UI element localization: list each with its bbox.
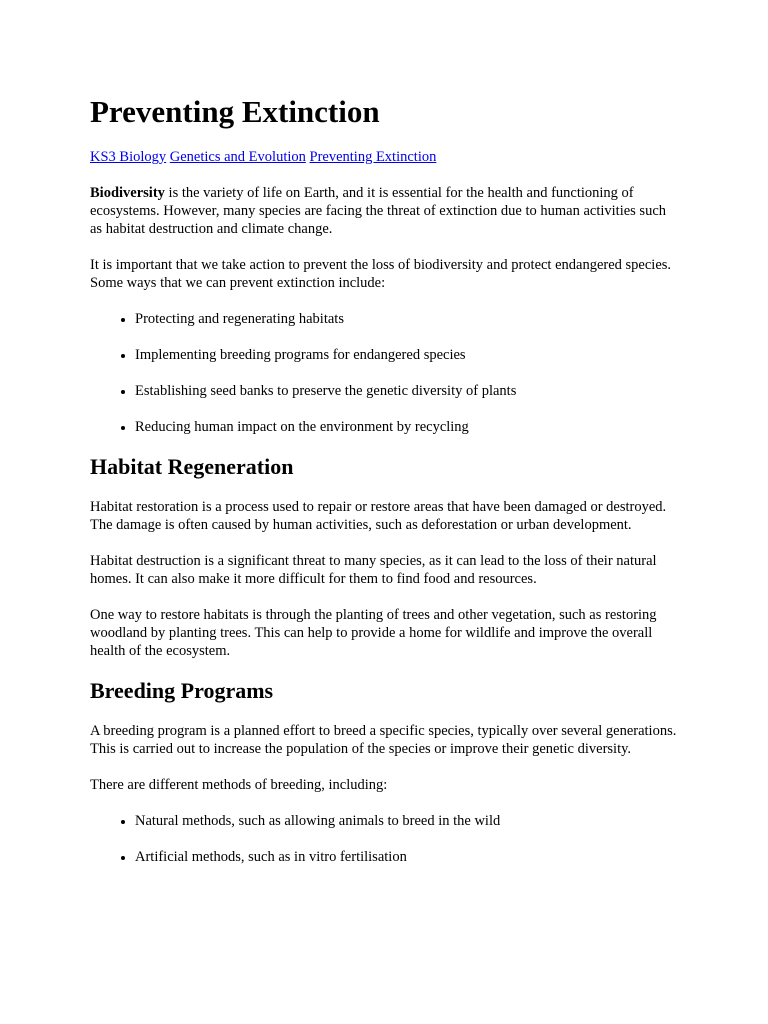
list-item: • Implementing breeding programs for endangered species bbox=[135, 346, 678, 364]
page-title: Preventing Extinction bbox=[90, 94, 380, 129]
breadcrumb-link-preventing-extinction[interactable]: Preventing Extinction bbox=[309, 149, 437, 165]
list-item: • Reducing human impact on the environment by recycling bbox=[135, 418, 678, 436]
biodiversity-term: Biodiversity bbox=[90, 185, 165, 201]
breeding-programs-heading: Breeding Programs bbox=[90, 678, 274, 703]
habitat-paragraph-1: Habitat restoration is a process used to repair or restore areas that have been damaged or destroyed. The damage is often caused by human activities, such as deforestation or urban development. bbox=[90, 499, 667, 533]
list-item: • Artificial methods, such as in vitro fertilisation bbox=[135, 848, 678, 866]
breadcrumb bbox=[90, 148, 678, 166]
list-item: • Establishing seed banks to preserve the genetic diversity of plants bbox=[135, 382, 678, 400]
intro-paragraph-1-text: is the variety of life on Earth, and it is essential for the health and functioning of ecosystems. However, many species are facing the threat of extinction due to human activities such as habitat destruction and climate change. bbox=[90, 185, 667, 237]
breeding-paragraph-2: There are different methods of breeding, including: bbox=[90, 777, 388, 793]
intro-paragraph-1 bbox=[90, 184, 678, 238]
prevention-list bbox=[90, 310, 678, 436]
breeding-methods-list bbox=[90, 812, 678, 866]
habitat-paragraph-2: Habitat destruction is a significant threat to many species, as it can lead to the loss of their natural homes. It can also make it more difficult for them to find food and resources. bbox=[90, 553, 657, 587]
breadcrumb-link-genetics-evolution[interactable]: Genetics and Evolution bbox=[169, 149, 306, 165]
habitat-paragraph-3: One way to restore habitats is through the planting of trees and other vegetation, such as restoring woodland by planting trees. This can help to provide a home for wildlife and improve the overall health of the ecosystem. bbox=[90, 607, 657, 659]
breeding-paragraph-1: A breeding program is a planned effort to breed a specific species, typically over several generations. This is carried out to increase the population of the species or improve their genetic diversity. bbox=[90, 723, 677, 757]
list-item: • Natural methods, such as allowing animals to breed in the wild bbox=[135, 812, 678, 830]
intro-paragraph-2: It is important that we take action to prevent the loss of biodiversity and protect endangered species. Some ways that we can prevent extinction include: bbox=[90, 257, 672, 291]
list-item: • Protecting and regenerating habitats bbox=[135, 310, 678, 328]
habitat-regeneration-heading: Habitat Regeneration bbox=[90, 454, 294, 479]
breadcrumb-link-ks3-biology[interactable]: KS3 Biology bbox=[90, 149, 167, 165]
